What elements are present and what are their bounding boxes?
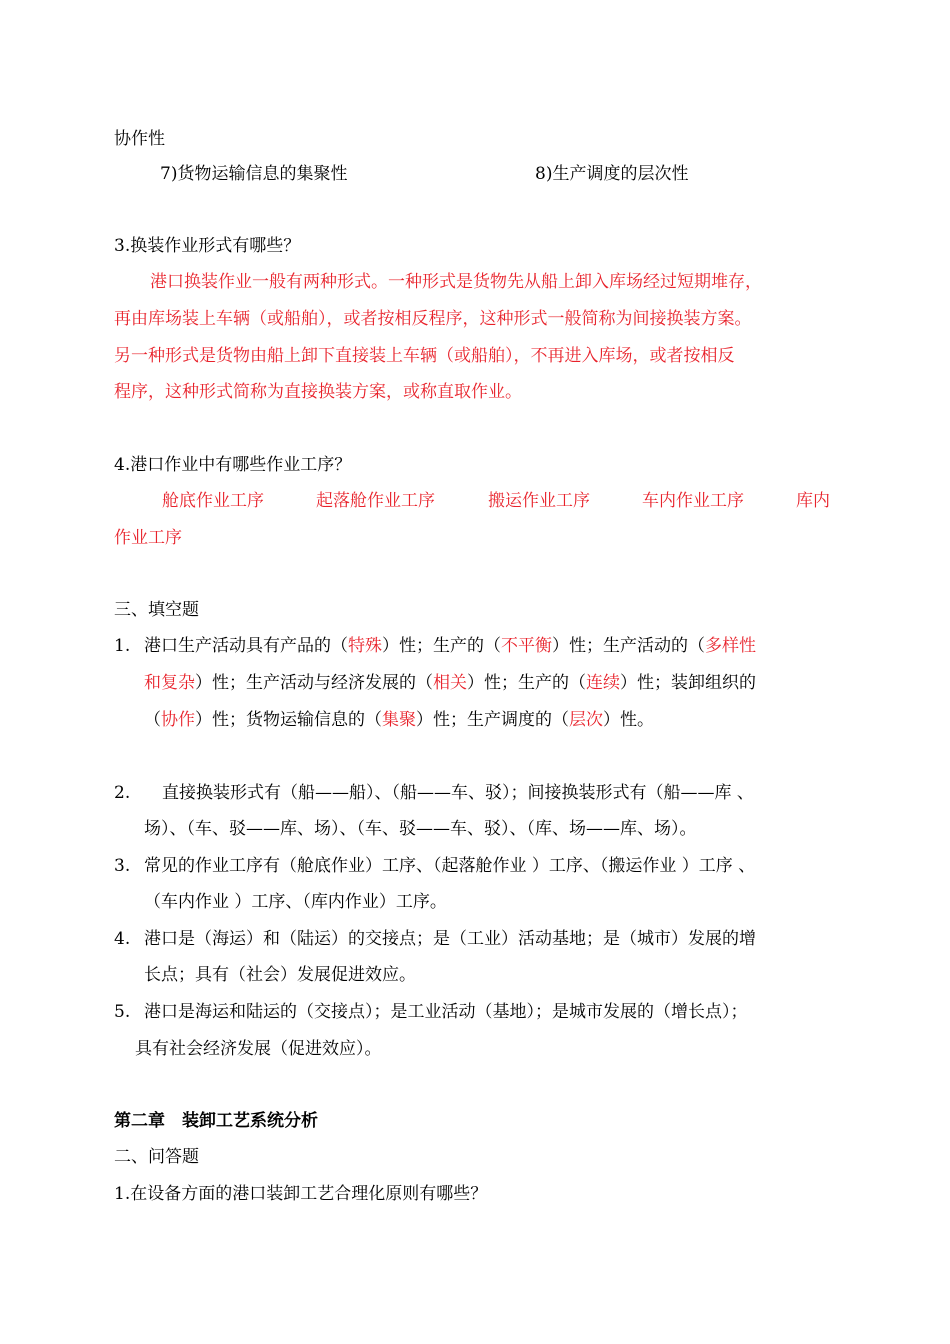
- process-step: 搬运作业工序: [488, 491, 590, 511]
- answer: 特殊: [348, 636, 382, 656]
- fill-question-line: 场）、（车、驳——库、场）、（车、驳——车、驳）、（库、场——库、场）。: [144, 819, 697, 839]
- fill-question-number: 3.: [114, 856, 131, 876]
- process-step: 舱底作业工序: [162, 491, 264, 511]
- answer: 协作: [161, 710, 195, 730]
- text-line: 协作性: [114, 129, 165, 149]
- text: ）性；生产活动与经济发展的（: [195, 673, 433, 693]
- fill-question-line: 港口是（海运）和（陆运）的交接点；是（工业）活动基地；是（城市）发展的增: [144, 929, 756, 949]
- answer: 层次: [569, 710, 603, 730]
- answer: 多样性: [705, 636, 756, 656]
- section-heading: 二、问答题: [114, 1147, 199, 1167]
- answer: 相关: [433, 673, 467, 693]
- text: ）性；生产的（: [467, 673, 586, 693]
- process-step: 作业工序: [114, 528, 182, 548]
- question-heading: 4.港口作业中有哪些作业工序？: [114, 455, 352, 475]
- answer: 和复杂: [144, 673, 195, 693]
- fill-question-number: 2.: [114, 783, 131, 803]
- section-heading: 三、填空题: [114, 600, 199, 620]
- text: ）性；生产调度的（: [416, 710, 569, 730]
- fill-question-line: 港口是海运和陆运的（交接点）；是工业活动（基地）；是城市发展的（增长点）；: [144, 1002, 748, 1022]
- fill-question-number: 5.: [114, 1002, 131, 1022]
- process-step: 库内: [796, 491, 830, 511]
- answer: 集聚: [382, 710, 416, 730]
- process-step: 车内作业工序: [642, 491, 744, 511]
- text: ）性；装卸组织的: [620, 673, 756, 693]
- answer: 不平衡: [501, 636, 552, 656]
- fill-question-line: 直接换装形式有（船——船）、（船——车、驳）；间接换装形式有（船——库 、: [162, 783, 754, 803]
- answer-line: 程序，这种形式简称为直接换装方案，或称直取作业。: [114, 382, 522, 402]
- answer-line: 再由库场装上车辆（或船舶），或者按相反程序，这种形式一般简称为间接换装方案。: [114, 309, 752, 329]
- list-item-7: 7)货物运输信息的集聚性: [160, 164, 348, 184]
- text: ）性；生产的（: [382, 636, 501, 656]
- chapter-title: 第二章 装卸工艺系统分析: [114, 1111, 318, 1131]
- fill-question-line: （车内作业 ）工序、（库内作业）工序。: [144, 892, 447, 912]
- fill-question-line: 常见的作业工序有（舱底作业）工序、（起落舱作业 ）工序、（搬运作业 ）工序 、: [144, 856, 756, 876]
- fill-question-line: [144, 635, 756, 657]
- fill-question-line: 具有社会经济发展（促进效应）。: [135, 1039, 382, 1059]
- fill-question-number: 4.: [114, 929, 131, 949]
- answer: 连续: [586, 673, 620, 693]
- text: （: [144, 710, 161, 730]
- text: ）性；货物运输信息的（: [195, 710, 382, 730]
- text: ）性。: [603, 710, 654, 730]
- fill-question-line: [144, 672, 756, 694]
- fill-question-line: 长点；具有（社会）发展促进效应。: [144, 965, 416, 985]
- text: 港口生产活动具有产品的（: [144, 636, 348, 656]
- answer-line: 另一种形式是货物由船上卸下直接装上车辆（或船舶），不再进入库场，或者按相反: [114, 346, 735, 366]
- question-heading: 1.在设备方面的港口装卸工艺合理化原则有哪些？: [114, 1184, 488, 1204]
- list-item-8: 8)生产调度的层次性: [535, 164, 689, 184]
- process-step: 起落舱作业工序: [316, 491, 435, 511]
- text: ）性；生产活动的（: [552, 636, 705, 656]
- fill-question-number: 1.: [114, 636, 131, 656]
- answer-line: 港口换装作业一般有两种形式。一种形式是货物先从船上卸入库场经过短期堆存，: [150, 272, 762, 292]
- question-heading: 3.换装作业形式有哪些？: [114, 236, 301, 256]
- fill-question-line: [144, 709, 654, 731]
